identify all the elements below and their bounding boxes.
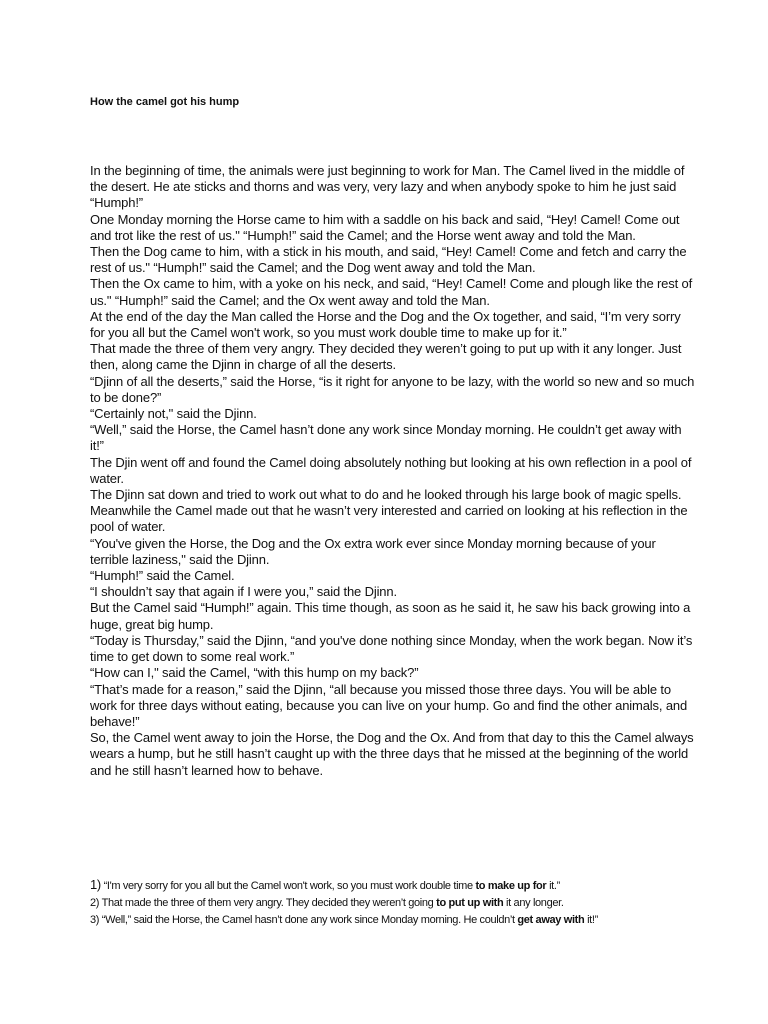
question-text: That made the three of them very angry. They decided they weren’t going <box>99 897 437 909</box>
story-paragraph: “That’s made for a reason,” said the Djinn, “all because you missed those three days. You will be able to work for three days without eating, because you can live on your hump. Go and find the other animals, and behave!” <box>90 681 688 729</box>
story-paragraph: “I shouldn’t say that again if I were you,” said the Djinn. <box>90 584 397 600</box>
question-text: “Well,” said the Horse, the Camel hasn’t done any work since Monday morning. He couldn’t <box>99 914 518 926</box>
story-paragraph: That made the three of them very angry. They decided they weren’t going to put up with it any longer. Just then, along came the Djinn in charge of all the deserts. <box>90 341 682 373</box>
question-text-end: it.” <box>546 880 560 892</box>
story-paragraph: “Certainly not," said the Djinn. <box>90 406 257 422</box>
question-item <box>90 895 710 912</box>
phrasal-verb: get away with <box>517 914 585 926</box>
question-text: “I'm very sorry for you all but the Camel won't work, so you must work double time <box>100 880 476 892</box>
story-paragraph: The Djinn sat down and tried to work out what to do and he looked through his large book of magic spells. Meanwhile the Camel made out that he wasn’t very interested and carried on looking at his reflection in the pool of water. <box>90 487 688 535</box>
story-paragraph: The Djin went off and found the Camel doing absolutely nothing but looking at his own reflection in a pool of water. <box>90 454 692 486</box>
question-list <box>90 876 710 929</box>
story-paragraph: But the Camel said “Humph!” again. This time though, as soon as he said it, he saw his back growing into a huge, great big hump. <box>90 600 691 632</box>
story-paragraph: Then the Ox came to him, with a yoke on his neck, and said, “Hey! Camel! Come and plough like the rest of us." “Humph!” said the Camel; and the Ox went away and told the Man. <box>90 276 693 308</box>
document-title: How the camel got his hump <box>90 96 240 108</box>
story-paragraph: So, the Camel went away to join the Horse, the Dog and the Ox. And from that day to this the Camel always wears a hump, but he still hasn’t caught up with the three days that he missed at the beginning of the world and he still hasn’t learned how to behave. <box>90 730 694 778</box>
question-item <box>90 876 710 895</box>
story-body <box>90 163 695 779</box>
story-paragraph: Then the Dog came to him, with a stick in his mouth, and said, “Hey! Camel! Come and fetch and carry the rest of us." “Humph!” said the Camel; and the Dog went away and told the Man. <box>90 244 687 276</box>
phrasal-verb: to make up for <box>475 880 547 892</box>
question-number: 1) <box>90 877 101 892</box>
story-paragraph: “You've given the Horse, the Dog and the Ox extra work ever since Monday morning because of your terrible laziness," said the Djinn. <box>90 535 656 567</box>
story-paragraph: One Monday morning the Horse came to him with a saddle on his back and said, “Hey! Camel! Come out and trot like the rest of us." “Humph!” said the Camel; and the Horse went away and told the Man. <box>90 211 680 243</box>
question-item <box>90 912 710 929</box>
phrasal-verb: to put up with <box>436 897 504 909</box>
story-paragraph: “How can I," said the Camel, “with this hump on my back?” <box>90 665 419 681</box>
question-text-end: it any longer. <box>503 897 564 909</box>
question-number: 2) <box>90 897 100 909</box>
story-paragraph: At the end of the day the Man called the Horse and the Dog and the Ox together, and said, “I’m very sorry for you all but the Camel won't work, so you must work double time to make up for it.” <box>90 308 681 341</box>
story-paragraph: In the beginning of time, the animals were just beginning to work for Man. The Camel lived in the middle of the desert. He ate sticks and thorns and was very, very lazy and when anybody spoke to him he just said “Humph!” <box>90 163 685 211</box>
question-number: 3) <box>90 914 100 926</box>
story-paragraph: “Today is Thursday,” said the Djinn, “and you've done nothing since Monday, when the work began. Now it’s time to get down to some real work.” <box>90 632 693 665</box>
story-paragraph: “Humph!” said the Camel. <box>90 568 235 584</box>
story-paragraph: “Djinn of all the deserts,” said the Horse, “is it right for anyone to be lazy, with the world so new and so much to be done?” <box>90 373 695 405</box>
story-paragraph: “Well,” said the Horse, the Camel hasn’t done any work since Monday morning. He couldn’t get away with it!” <box>90 422 682 454</box>
question-text-end: it!” <box>584 914 598 926</box>
